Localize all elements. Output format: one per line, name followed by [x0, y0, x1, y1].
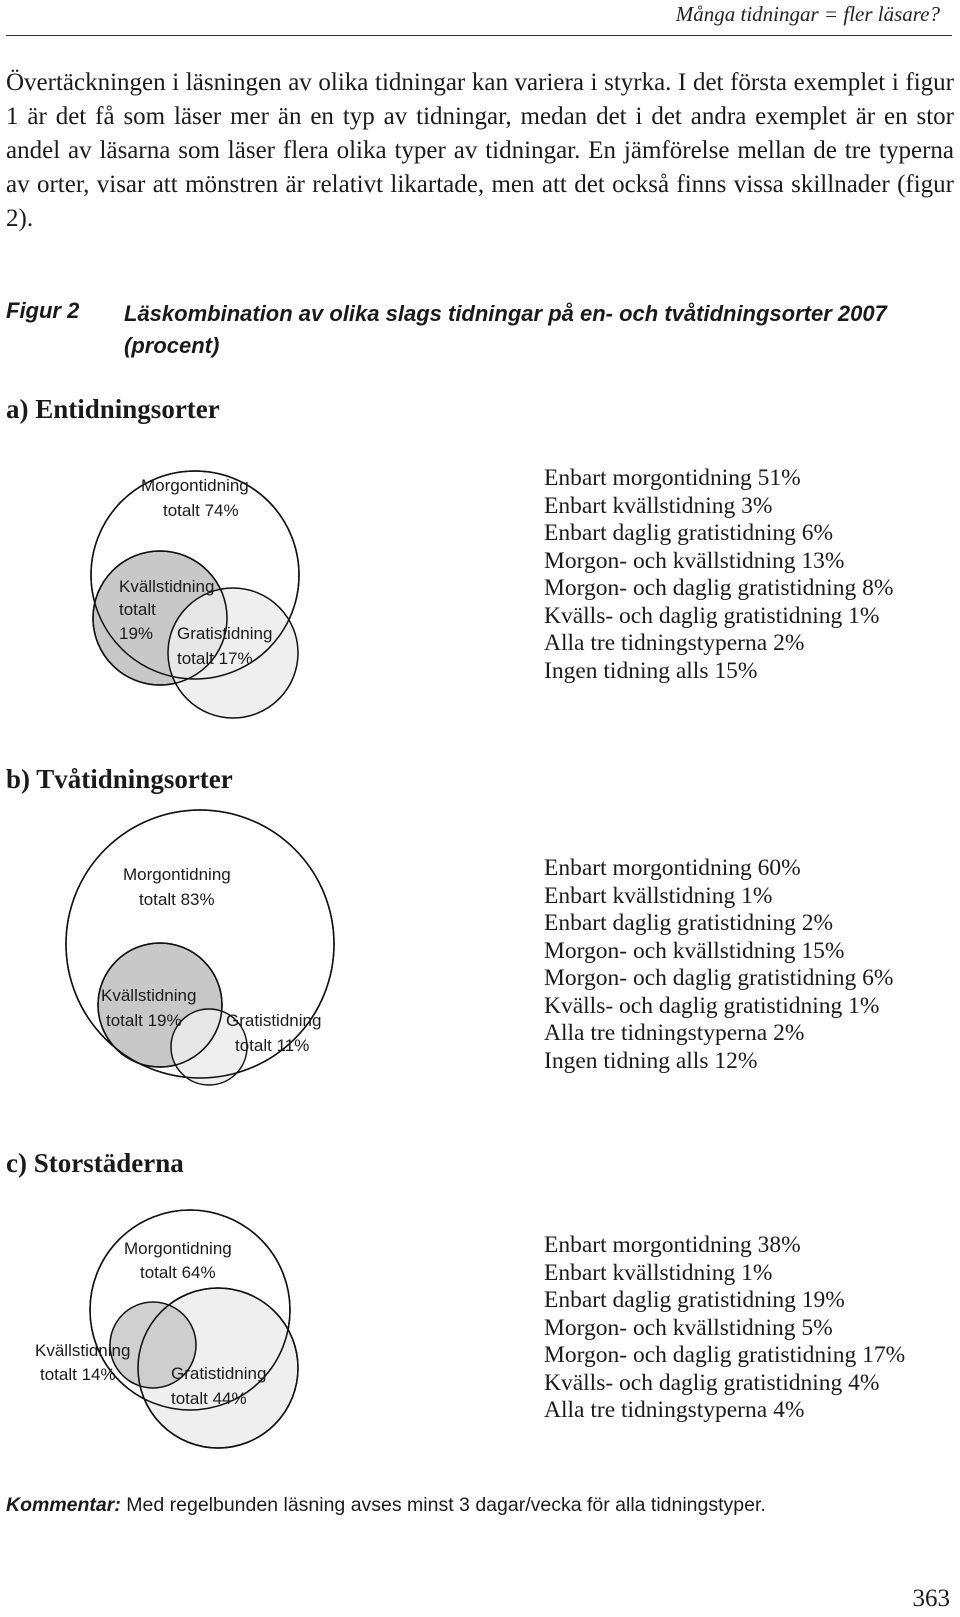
legend-b-item: Morgon- och daglig gratistidning 6% [544, 965, 894, 991]
venn-b-morgon-label: Morgontidning [123, 865, 231, 884]
legend-c-item: Enbart kvällstidning 1% [544, 1259, 773, 1286]
legend-a-item: Ingen tidning alls 15% [544, 657, 758, 684]
legend-a-item: Morgon- och daglig gratistidning 8% [544, 575, 894, 601]
venn-b-morgon-total: totalt 83% [139, 890, 215, 909]
legend-c-item: Enbart morgontidning 38% [544, 1232, 801, 1258]
comment-text: Med regelbunden läsning avses minst 3 dagar/vecka för alla tidningstyper. [126, 1494, 766, 1516]
legend-c-item: Enbart daglig gratistidning 19% [544, 1287, 845, 1313]
legend-c-item: Kvälls- och daglig gratistidning 4% [544, 1369, 880, 1396]
legend-b-item: Kvälls- och daglig gratistidning 1% [544, 992, 880, 1019]
legend-a-item: Enbart kvällstidning 3% [544, 492, 773, 519]
legend-b-item: Enbart kvällstidning 1% [544, 882, 773, 909]
legend-b-item: Enbart daglig gratistidning 2% [544, 910, 834, 936]
venn-diagram-a [0, 440, 520, 730]
venn-diagram-c [0, 1215, 520, 1465]
venn-a-gratis-total: totalt 17% [177, 649, 253, 668]
legend-b [544, 855, 893, 1075]
legend-b-item: Enbart morgontidning 60% [544, 855, 801, 881]
venn-a-kvall-label: Kvällstidning [119, 577, 215, 596]
legend-a-item: Kvälls- och daglig gratistidning 1% [544, 602, 880, 629]
venn-a-kvall-total: totalt [119, 600, 156, 619]
panel-a-heading: a) Entidningsorter [6, 394, 220, 424]
venn-c-morgon-label: Morgontidning [124, 1239, 232, 1258]
legend-a-item: Alla tre tidningstyperna 2% [544, 630, 805, 656]
venn-b-gratis-label: Gratistidning [226, 1011, 322, 1030]
panel-b-heading: b) Tvåtidningsorter [6, 764, 233, 794]
page-number: 363 [912, 1585, 950, 1612]
legend-a-item: Morgon- och kvällstidning 13% [544, 547, 845, 574]
intro-paragraph: Övertäckningen i läsningen av olika tidningar kan variera i styrka. I det första exemplet i figur 1 är det få som läser mer än en typ av tidningar, medan det i det andra exemplet är en stor andel av läsarna som läser flera olika typer av tidningar. En jämförelse mellan de tre typerna av orter, visar att mönstren är relativt likartade, men att det också finns vissa skillnader (figur 2). [6, 69, 954, 232]
legend-a-item: Enbart morgontidning 51% [544, 465, 801, 491]
legend-c-item: Morgon- och kvällstidning 5% [544, 1314, 833, 1341]
venn-c-gratis-label: Gratistidning [171, 1364, 267, 1383]
legend-b-item: Ingen tidning alls 12% [544, 1047, 758, 1074]
header-rule [6, 35, 952, 36]
venn-a-gratis-label: Gratistidning [177, 624, 273, 643]
legend-a-item: Enbart daglig gratistidning 6% [544, 520, 834, 546]
legend-c [544, 1232, 905, 1425]
venn-c-kvall-label: Kvällstidning [35, 1341, 131, 1360]
running-header: Många tidningar = fler läsare? [675, 2, 940, 26]
comment [6, 1494, 766, 1517]
venn-c-kvall-total: totalt 14% [40, 1365, 116, 1384]
legend-a [544, 465, 893, 685]
legend-c-item: Morgon- och daglig gratistidning 17% [544, 1342, 906, 1368]
venn-c-gratis-total: totalt 44% [171, 1389, 247, 1408]
venn-a-kvall-percent: 19% [119, 624, 154, 643]
venn-b-kvall-total: totalt 19% [106, 1011, 182, 1030]
panel-c-heading: c) Storstäderna [6, 1148, 184, 1178]
legend-b-item: Alla tre tidningstyperna 2% [544, 1020, 805, 1046]
venn-diagram-b [0, 820, 520, 1110]
venn-b-gratis-total: totalt 11% [235, 1036, 310, 1055]
venn-a-morgon-total: totalt 74% [163, 501, 239, 520]
figure-title: Läskombination av olika slags tidningar på en- och tvåtidningsorter 2007 (procent) [124, 301, 887, 358]
legend-c-item: Alla tre tidningstyperna 4% [544, 1397, 805, 1423]
figure-label: Figur 2 [6, 298, 80, 323]
comment-label: Kommentar: [6, 1494, 121, 1516]
legend-b-item: Morgon- och kvällstidning 15% [544, 937, 845, 964]
venn-c-morgon-total: totalt 64% [140, 1263, 216, 1282]
venn-b-kvall-label: Kvällstidning [101, 986, 197, 1005]
venn-a-morgon-label: Morgontidning [141, 476, 249, 495]
